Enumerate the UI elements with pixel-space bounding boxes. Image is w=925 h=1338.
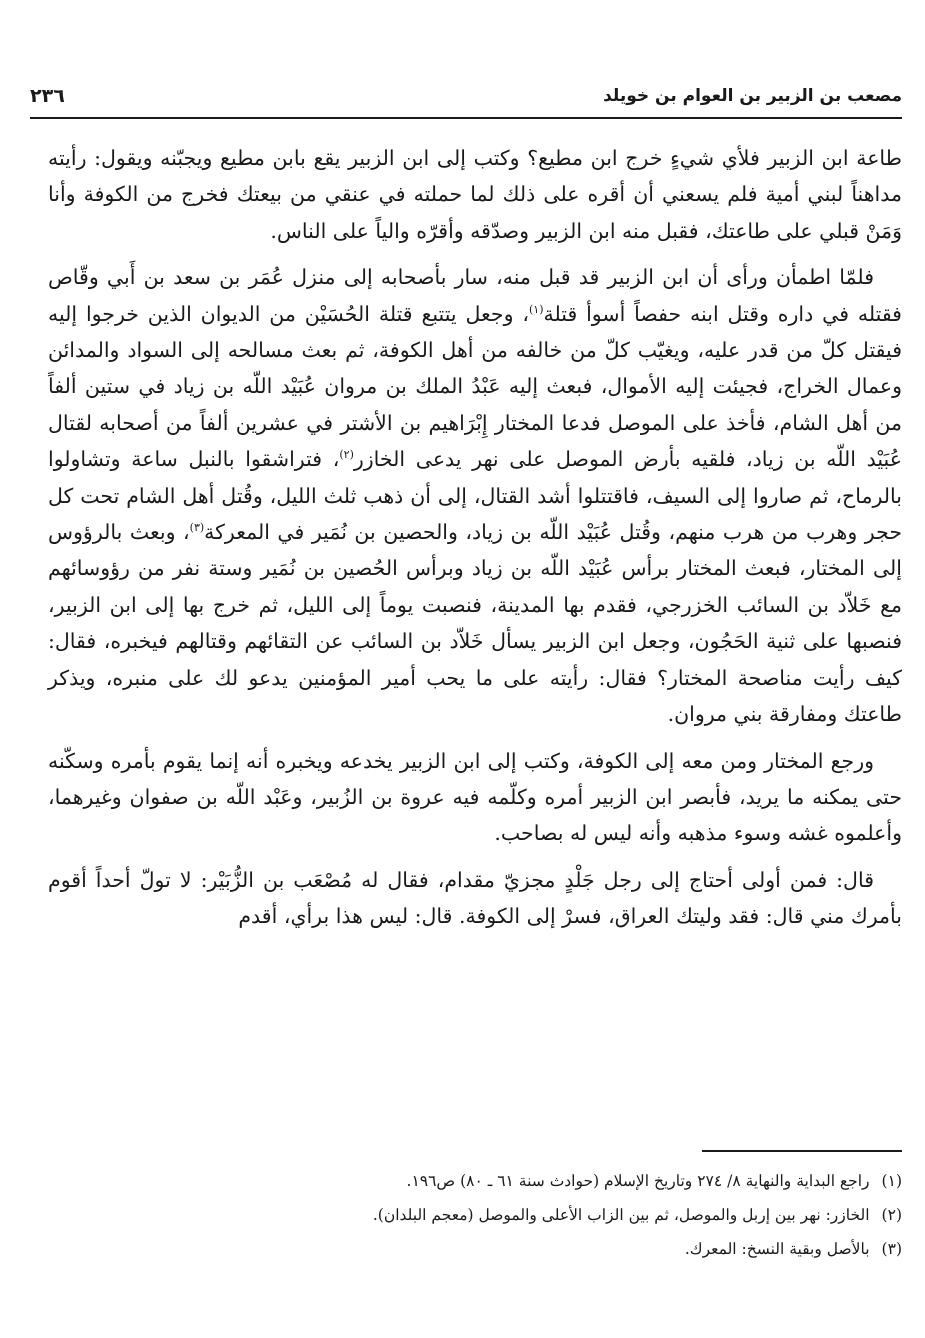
- footnote: (٢) الخازر: نهر بين إربل والموصل، ثم بين الزاب الأعلى والموصل (معجم البلدان).: [372, 1206, 902, 1224]
- paragraph: قال: فمن أولى أحتاج إلى رجل جَلْدٍ مجزيّ مقدام، فقال له مُصْعَب بن الزُّبَيْر: لا تولّ أحداً أقوم بأمرك مني قال: فقد وليتك العراق، فسرْ إلى الكوفة. قال: ليس هذا برأي، أقدم: [48, 867, 902, 929]
- page-number: ٢٣٦: [30, 85, 65, 107]
- paragraph: طاعة ابن الزبير فلأي شيءٍ خرج ابن مطيع؟ وكتب إلى ابن الزبير يقع بابن مطيع ويجبّنه ويقول: رأيته مداهناً لبني أمية فلم يسعني أن أقره على ذلك لما حملته في عنقي من بيعتك فخرج من الكوفة وأنا وَمَنْ قبلي على طاعتك، فقبل منه ابن الزبير وصدّقه وأقرّه والياً على الناس.: [48, 146, 902, 243]
- paragraph: فلمّا اطمأن ورأى أن ابن الزبير قد قبل منه، سار بأصحابه إلى منزل عُمَر بن سعد بن أَبي وقّاص فقتله في داره وقتل ابنه حفصاً أسوأ قتلة$^{(١)}$، وجعل يتتبع قتلة الحُسَيْن من الديوان الذين خرجوا إليه فيقتل كلّ من قدر عليه، ويغيّب كلّ من خالفه من أهل الكوفة، ثم بعث مسالحه إلى السواد والمدائن وعمال الخراج، فجيئت إليه الأموال، فبعث إليه عَبْدُ الملك بن مروان عُبَيْد اللّه بن زياد في ستين ألفاً من أهل الشام، فأخذ على الموصل فدعا المختار إِبْرَاهيم بن الأشتر في عشرين ألفاً من أصحابه لقتال عُبَيْد اللّه بن زياد، فلقيه بأرض الموصل على نهر يدعى الخازر$^{(٢)}$، فتراشقوا بالنبل ساعة وتشاولوا بالرماح، ثم صاروا إلى السيف، فاقتتلوا أشد القتال، إلى أن ذهب ثلث الليل، وقُتل أهل الشام تحت كل حجر وهرب من هرب منهم، وقُتل عُبَيْد اللّه بن زياد، والحصين بن نُمَير في المعركة$^{(٣)}$، وبعث بالرؤوس إلى المختار، فبعث المختار برأس عُبَيْد اللّه بن زياد وبرأس الحُصين بن نُمَير وستة نفر من رؤوسائهم مع خَلاّد بن السائب الخزرجي، فقدم بها المدينة، فنصبت يوماً إلى الليل، ثم خرج بها إلى ابن الزبير، فنصبها على ثنية الحَجُون، وجعل ابن الزبير يسأل خَلاّد بن السائب عن التقائهم وقتالهم فيخبره، فقال: كيف رأيت مناصحة المختار؟ فقال: رأيته على ما يحب أمير المؤمنين يدعو لك على منبره، ويذكر طاعتك ومفارقة بني مروان.: [48, 265, 903, 727]
- footnote: (١) راجع البداية والنهاية ٨/ ٢٧٤ وتاريخ الإسلام (حوادث سنة ٦١ ـ ٨٠) ص١٩٦.: [406, 1172, 902, 1190]
- paragraph: ورجع المختار ومن معه إلى الكوفة، وكتب إلى ابن الزبير يخدعه ويخبره أنه إنما يقوم بأمره وسكّنه حتى يمكنه ما يريد، فأبصر ابن الزبير أمره وكلّمه فيه عروة بن الزُبير، وعَبْد اللّه بن صفوان وغيرهما، وأعلموه غشه وسوء مذهبه وأنه ليس له بصاحب.: [48, 748, 902, 846]
- footnote: (٣) بالأصل وبقية النسخ: المعرك.: [684, 1240, 902, 1258]
- book-page: [30, 0, 902, 1338]
- footnote-ref: (١): [528, 302, 544, 316]
- footnote-rule: [702, 1150, 902, 1152]
- running-title: مصعب بن الزبير بن العوام بن خويلد: [603, 86, 902, 106]
- footnote-ref: (٣): [189, 521, 205, 535]
- running-header: [30, 78, 902, 114]
- header-rule: [30, 117, 902, 119]
- footnotes: [50, 1164, 902, 1266]
- footnote-ref: (٢): [339, 448, 354, 462]
- main-text: [48, 140, 902, 945]
